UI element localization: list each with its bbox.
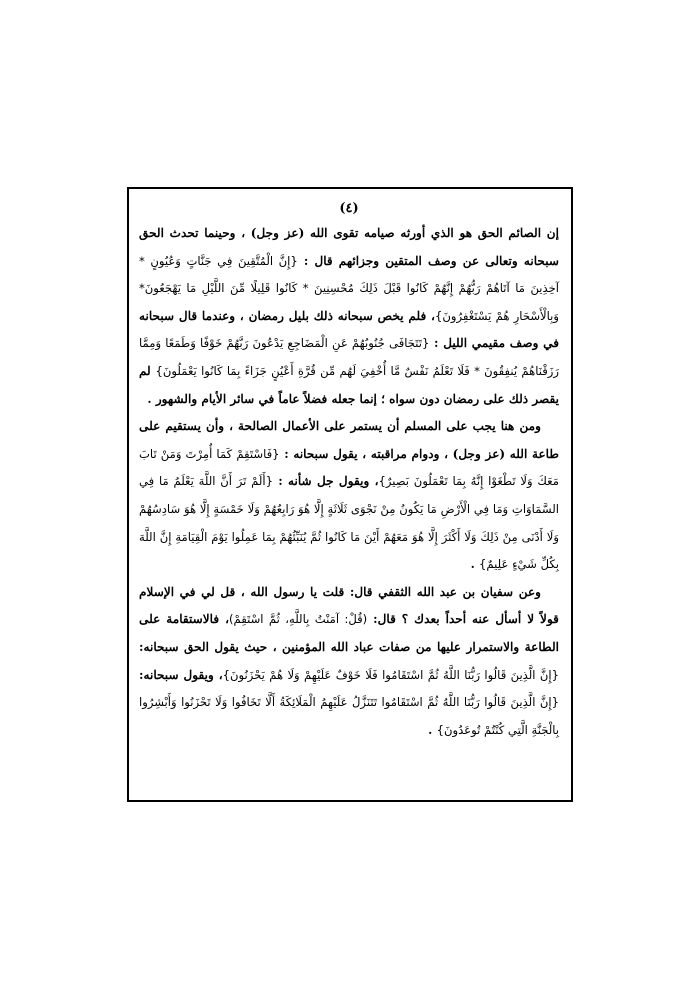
paragraph-2: [139, 413, 559, 579]
body-text: [139, 220, 559, 744]
paragraph-text: ، ويقول سبحانه:: [139, 667, 223, 682]
page-frame: [127, 187, 573, 802]
paragraph-3: [139, 579, 559, 745]
quran-quote: {تَتَجَافَى جُنُوبُهُمْ عَنِ الْمَضَاجِعِ يَدْعُونَ رَبَّهُمْ خَوْفًا وَطَمَعًا وَمِمَّا رَزَقْنَاهُمْ يُنفِقُونَ * فَلَا تَعْلَمُ نَفْسٌ مَّا أُخْفِيَ لَهُم مِّن قُرَّةِ أَعْيُنٍ جَزَاءً بِمَا كَانُوا يَعْمَلُونَ}: [139, 336, 559, 378]
page-number: (٤): [339, 201, 359, 216]
paragraph-text: ، ويقول جل شأنه :: [272, 474, 379, 489]
paragraph-text: .: [470, 557, 480, 572]
quran-quote: {إِنَّ الَّذِينَ قَالُوا رَبُّنَا اللَّهُ ثُمَّ اسْتَقَامُوا تَتَنَزَّلُ عَلَيْهِمُ الْمَلَائِكَةُ أَلَّا تَخَافُوا وَلَا تَحْزَنُوا وَأَبْشِرُوا بِالْجَنَّةِ الَّتِي كُنْتُمْ تُوعَدُونَ}: [139, 695, 559, 737]
quran-quote: (قُلْ: آمَنْتُ بِاللَّهِ، ثُمَّ اسْتَقِمْ): [228, 612, 368, 627]
paragraph-text: وعن سفيان بن عبد الله الثقفي قال: قلت يا رسول الله ، قل لي في الإسلام قولاً لا أسأل عنه أحداً بعدك ؟ قال:: [139, 584, 559, 627]
paragraph-text: ومن هنا يجب على المسلم أن يستمر على الأعمال الصالحة ، وأن يستقيم على طاعة الله (عز وجل) ، ودوام مراقبته ، يقول سبحانه :: [139, 419, 559, 461]
paragraph-text: ، فالاستقامة على الطاعة والاستمرار عليها من صفات عباد الله المؤمنين ، حيث يقول الحق سبحانه:: [139, 612, 559, 654]
paragraph-text: لم يقصر ذلك على رمضان دون سواه ؛ إنما جعله فضلاً عاماً في سائر الأيام والشهور .: [139, 363, 559, 406]
quran-quote: {إِنَّ الَّذِينَ قَالُوا رَبُّنَا اللَّهُ ثُمَّ اسْتَقَامُوا فَلَا خَوْفٌ عَلَيْهِمْ وَلَا هُمْ يَحْزَنُونَ}: [222, 667, 559, 682]
quran-quote: {إِنَّ الْمُتَّقِينَ فِي جَنَّاتٍ وَعُيُونٍ * آخِذِينَ مَا آتَاهُمْ رَبُّهُمْ إِنَّهُمْ كَانُوا قَبْلَ ذَلِكَ مُحْسِنِينَ * كَانُوا قَلِيلًا مِّنَ اللَّيْلِ مَا يَهْجَعُونَ* وَبِالْأَسْحَارِ هُمْ يَسْتَغْفِرُونَ}: [139, 253, 560, 323]
paragraph-text: ، فلم يخص سبحانه ذلك بليل رمضان ، وعندما قال سبحانه في وصف مقيمي الليل :: [139, 308, 559, 351]
paragraph-text: .: [428, 722, 437, 737]
paragraph-1: [139, 220, 559, 413]
quran-quote: {أَلَمْ تَرَ أَنَّ اللَّهَ يَعْلَمُ مَا فِي السَّمَاوَاتِ وَمَا فِي الْأَرْضِ مَا يَكُونُ مِنْ نَجْوَى ثَلَاثَةٍ إِلَّا هُوَ رَابِعُهُمْ وَلَا خَمْسَةٍ إِلَّا هُوَ سَادِسُهُمْ وَلَا أَدْنَى مِنْ ذَلِكَ وَلَا أَكْثَرَ إِلَّا هُوَ مَعَهُمْ أَيْنَ مَا كَانُوا ثُمَّ يُنَبِّئُهُمْ بِمَا عَمِلُوا يَوْمَ الْقِيَامَةِ إِنَّ اللَّهَ بِكُلِّ شَيْءٍ عَلِيمٌ}: [139, 474, 559, 572]
quran-quote: {فَاسْتَقِمْ كَمَا أُمِرْتَ وَمَنْ تَابَ مَعَكَ وَلَا تَطْغَوْا إِنَّهُ بِمَا تَعْمَلُونَ بَصِيرٌ}: [139, 446, 559, 489]
paragraph-text: إن الصائم الحق هو الذي أورثه صيامه تقوى الله (عز وجل) ، وحينما تحدث الحق سبحانه وتعالى عن وصف المتقين وجزائهم قال :: [139, 226, 559, 268]
